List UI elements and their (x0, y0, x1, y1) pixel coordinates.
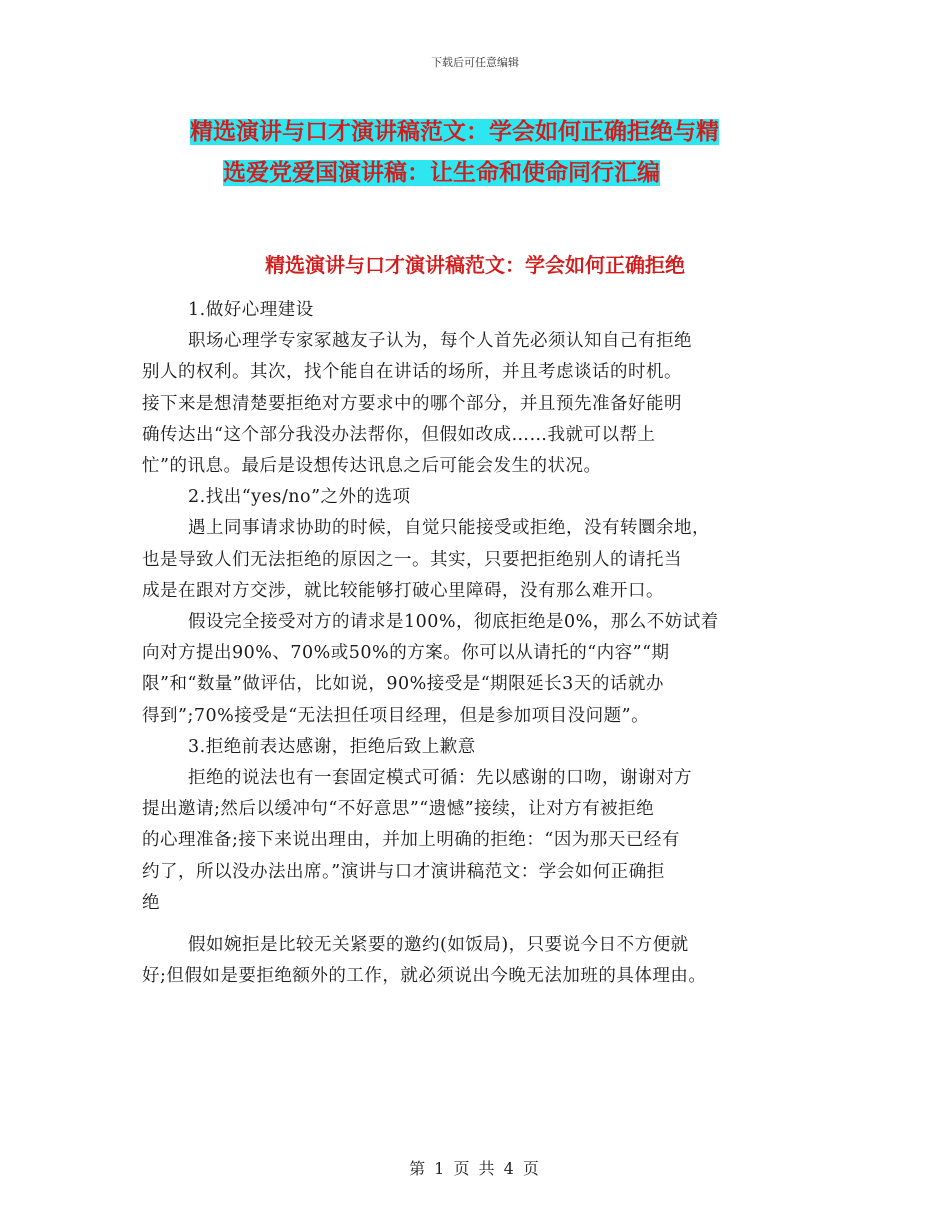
section-title: 精选演讲与口才演讲稿范文：学会如何正确拒绝 (265, 253, 685, 277)
paragraph-line: 限”和“数量”做评估，比如说，90%接受是“期限延长3天的话就办 (142, 674, 664, 695)
document-title-line-2: 选爱党爱国演讲稿：让生命和使命同行汇编 (223, 160, 660, 186)
paragraph-line: 假如婉拒是比较无关紧要的邀约(如饭局)，只要说今日不方便就 (188, 935, 689, 956)
paragraph-line: 的心理准备;接下来说出理由，并加上明确的拒绝：“因为那天已经有 (142, 830, 680, 851)
paragraph-line: 职场心理学专家冢越友子认为，每个人首先必须认知自己有拒绝 (188, 331, 692, 352)
paragraph-line: 确传达出“这个部分我没办法帮你，但假如改成……我就可以帮上 (142, 424, 656, 445)
article-body (142, 295, 822, 992)
document-title (190, 112, 830, 194)
paragraph-line: 得到”;70%接受是“无法担任项目经理，但是参加项目没问题”。 (142, 705, 650, 726)
subheading-1: 1.做好心理建设 (188, 300, 314, 320)
paragraph-line: 提出邀请;然后以缓冲句“不好意思”“遗憾”接续，让对方有被拒绝 (142, 799, 655, 820)
page-header-note: 下载后可任意编辑 (431, 56, 519, 69)
paragraph-line: 约了，所以没办法出席。”演讲与口才演讲稿范文：学会如何正确拒 (142, 861, 665, 882)
paragraph-line: 接下来是想清楚要拒绝对方要求中的哪个部分，并且预先准备好能明 (142, 393, 682, 414)
subheading-3: 3.拒绝前表达感谢，拒绝后致上歉意 (188, 736, 476, 757)
document-title-line-1: 精选演讲与口才演讲稿范文：学会如何正确拒绝与精 (190, 119, 719, 145)
paragraph-line: 也是导致人们无法拒绝的原因之一。其实，只要把拒绝别人的请托当 (142, 549, 682, 570)
paragraph-line: 别人的权利。其次，找个能自在讲话的场所，并且考虑谈话的时机。 (142, 362, 682, 383)
paragraph-line: 好;但假如是要拒绝额外的工作，就必须说出今晚无法加班的具体理由。 (142, 966, 707, 987)
page-number-footer: 第 1 页 共 4 页 (409, 1159, 541, 1178)
paragraph-line: 成是在跟对方交涉，就比较能够打破心里障碍，没有那么难开口。 (142, 580, 664, 601)
paragraph-line: 绝 (142, 892, 160, 913)
paragraph-line: 拒绝的说法也有一套固定模式可循：先以感谢的口吻，谢谢对方 (188, 768, 692, 789)
paragraph-line: 忙”的讯息。最后是设想传达讯息之后可能会发生的状况。 (142, 456, 602, 477)
paragraph-line: 向对方提出90%、70%或50%的方案。你可以从请托的“内容”“期 (142, 643, 670, 664)
subheading-2: 2.找出“yes/no”之外的选项 (188, 487, 411, 508)
paragraph-line: 遇上同事请求协助的时候，自觉只能接受或拒绝，没有转圜余地， (188, 518, 710, 539)
paragraph-line: 假设完全接受对方的请求是100%，彻底拒绝是0%，那么不妨试着 (188, 612, 719, 633)
